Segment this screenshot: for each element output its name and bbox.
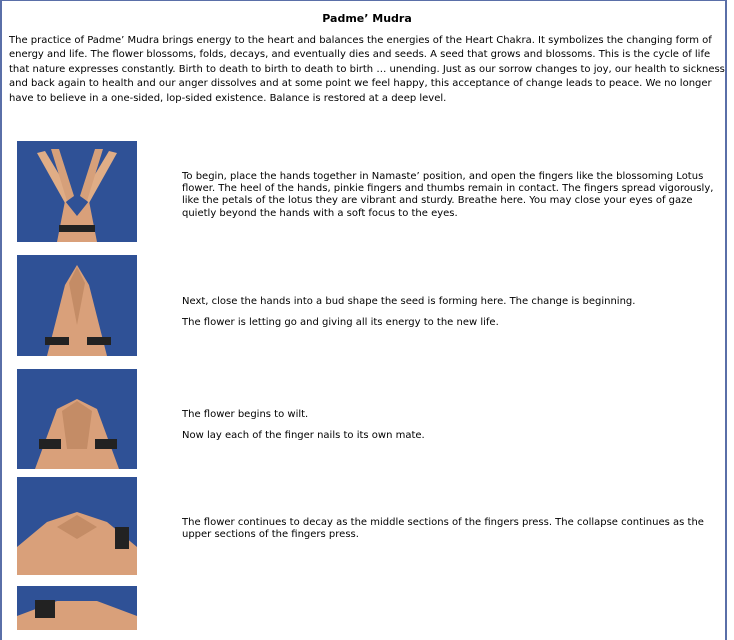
hands-wilting-photo [17,369,137,469]
step-3-paragraph: The flower begins to wilt. [182,409,309,420]
step-3-paragraph-2: Now lay each of the finger nails to its own mate. [182,430,425,442]
step-1-text [182,171,722,220]
hands-blossoming-lotus-photo [17,141,137,242]
step-2-paragraph: Next, close the hands into a bud shape the seed is forming here. The change is beginning. [182,296,636,307]
hands-bud-shape-photo [17,255,137,356]
page-title: Padme’ Mudra [322,12,412,25]
step-2-paragraph-2: The flower is letting go and giving all its energy to the new life. [182,317,499,329]
intro-paragraph: The practice of Padme’ Mudra brings energy to the heart and balances the energies of the Heart Chakra. It symbolizes the changing form of energy and life. The flower blossoms, folds, decays, and eventually dies and seeds. A seed that grows and blossoms. This is the cycle of life that nature expresses constantly. Birth to death to birth to death to birth … unending. Just as our sorrow changes to joy, our health to sickness and back again to health and our anger dissolves and at some point we feel happy, this acceptance of change leads to peace. We no longer have to believe in a one-sided, lop-sided existence. Balance is restored at a deep level. [9,35,725,104]
step-1-paragraph: To begin, place the hands together in Namaste’ position, and open the fingers like the blossoming Lotus flower. The heel of the hands, pinkie fingers and thumbs remain in contact. The fingers spread vigorously, like the petals of the lotus they are vibrant and sturdy. Breathe here. You may close your eyes of gaze quietly beyond the hands with a soft focus to the eyes. [182,171,714,219]
step-4-paragraph: The flower continues to decay as the middle sections of the fingers press. The collapse continues as the upper sections of the fingers press. [182,517,704,541]
hands-collapsed-photo [17,586,137,630]
step-3-text [182,409,722,442]
hands-decaying-photo [17,477,137,575]
step-4-text [182,517,722,541]
step-2-text [182,296,722,329]
